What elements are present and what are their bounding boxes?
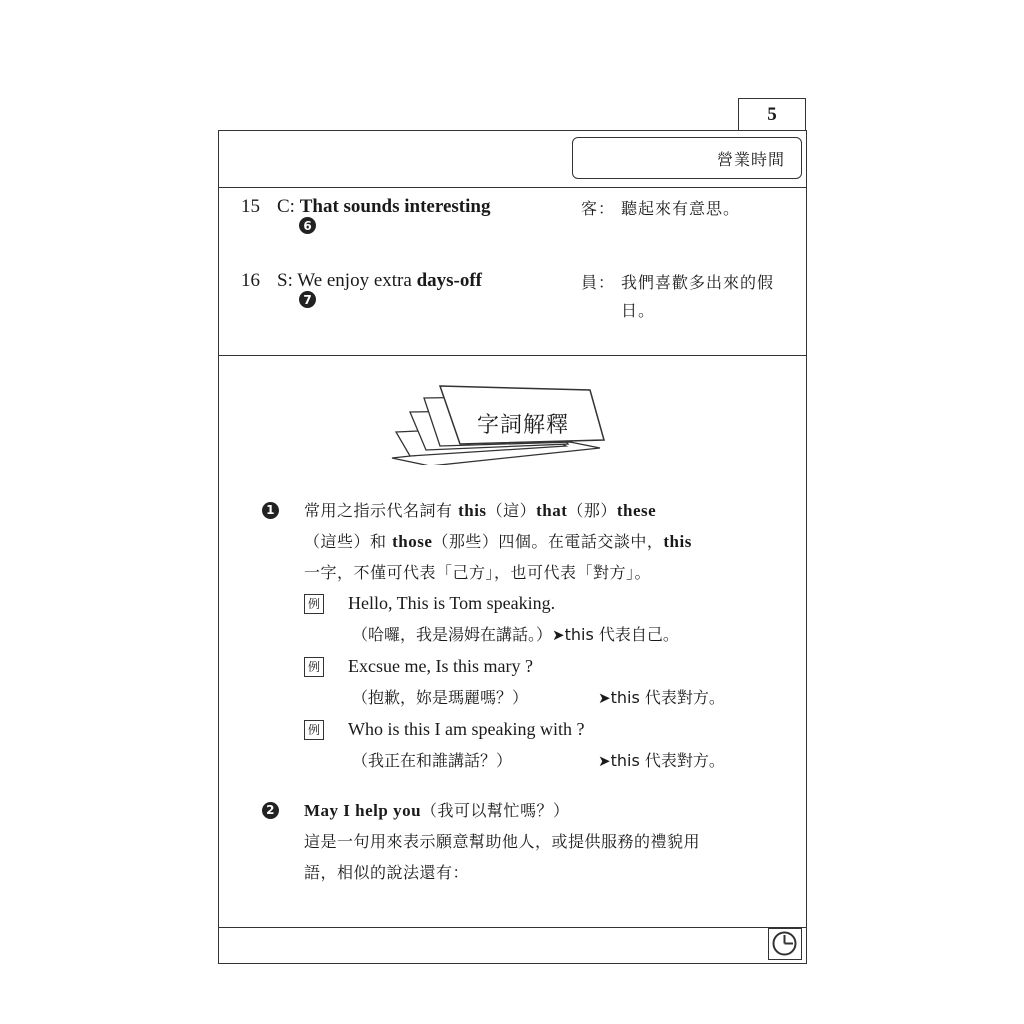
speaker: C:	[277, 196, 295, 217]
example-2	[258, 651, 788, 714]
line-number: 15	[241, 196, 260, 217]
glossary-title: 字詞解釋	[476, 413, 569, 438]
note-text: （那些）四個。在電話交談中，	[432, 532, 664, 551]
note-keyword: this	[663, 532, 692, 551]
note-keyword: these	[616, 501, 657, 520]
note-line: 語，相似的說法還有：	[304, 863, 470, 882]
example-translation	[348, 619, 788, 651]
example-label: 例	[304, 720, 324, 740]
example-translation-text: （哈囉，我是湯姆在講話。）	[352, 625, 553, 644]
note-line	[304, 495, 788, 526]
note-line	[304, 526, 788, 557]
arrow-icon: ➤	[598, 752, 611, 770]
footer-divider	[219, 927, 806, 928]
note-text: 常用之指示代名詞有	[304, 501, 459, 520]
note-keyword: this	[458, 501, 487, 520]
section-tag: 營業時間	[572, 137, 802, 179]
translation-text: 聽起來有意思。	[621, 199, 741, 218]
example-english: Hello, This is Tom speaking.	[348, 593, 556, 613]
note-keyword: that	[536, 501, 568, 520]
arrow-icon: ➤	[552, 626, 565, 644]
example-label: 例	[304, 657, 324, 677]
example-explanation: this 代表對方。	[610, 688, 725, 707]
translation-continued: 日。	[621, 301, 656, 320]
translation	[581, 195, 817, 223]
example-explanation: this 代表對方。	[610, 751, 725, 770]
line-number: 16	[241, 270, 260, 291]
note-2	[258, 795, 788, 888]
example-english: Who is this I am speaking with ?	[348, 719, 585, 739]
example-3	[258, 714, 788, 777]
note-marker-7: 7	[299, 291, 316, 308]
note-text: （我可以幫忙嗎？）	[421, 801, 570, 820]
clock-icon	[768, 928, 802, 960]
note-1	[258, 495, 788, 588]
note-text: （這些）和	[304, 532, 393, 551]
dialogue-text-bold: That sounds interesting	[299, 196, 491, 217]
dialogue-text: We enjoy extra	[297, 270, 417, 291]
page-number: 5	[738, 98, 806, 131]
example-1	[258, 588, 788, 651]
note-keyword: those	[392, 532, 433, 551]
translation	[581, 269, 817, 325]
example-label: 例	[304, 594, 324, 614]
note-line	[304, 795, 788, 826]
example-translation	[348, 745, 788, 777]
translation-text: 我們喜歡多出來的假	[621, 273, 775, 292]
note-marker-6: 6	[299, 217, 316, 234]
example-english: Excsue me, Is this mary ?	[348, 656, 533, 676]
dialogue-text-bold: days-off	[416, 270, 483, 291]
section-divider	[219, 355, 806, 356]
note-line: 這是一句用來表示願意幫助他人，或提供服務的禮貌用	[304, 832, 701, 851]
dialogue-line-16	[241, 269, 801, 339]
note-marker-1: 1	[262, 502, 279, 519]
arrow-icon: ➤	[598, 689, 611, 707]
dialogue-line-15	[241, 195, 801, 255]
role-label: 客：	[581, 199, 616, 218]
role-label: 員：	[581, 273, 616, 292]
note-keyword: May I help you	[304, 801, 422, 820]
note-text: （這）	[486, 501, 537, 520]
speaker: S:	[277, 270, 293, 291]
example-translation	[348, 682, 788, 714]
note-text: （那）	[567, 501, 617, 520]
header-divider	[219, 187, 806, 188]
note-marker-2: 2	[262, 802, 279, 819]
note-line: 一字，不僅可代表「己方」，也可代表「對方」。	[304, 563, 652, 582]
example-explanation: this 代表自己。	[564, 625, 679, 644]
example-translation-text: （抱歉，妳是瑪麗嗎？）	[352, 688, 529, 707]
notes-section	[258, 495, 788, 888]
example-translation-text: （我正在和誰講話？）	[352, 751, 513, 770]
